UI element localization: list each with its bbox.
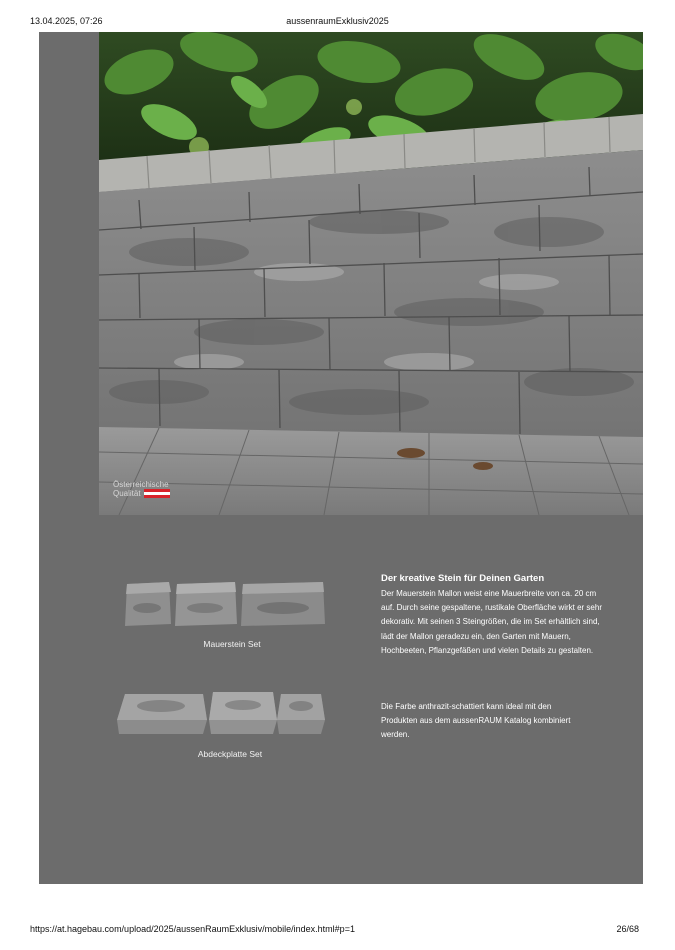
quality-badge-line1: Österreichische: [113, 480, 169, 489]
product-label-mauerstein-set: Mauerstein Set: [203, 639, 261, 649]
product-mauerstein-set: [123, 580, 329, 628]
print-datetime: 13.04.2025, 07:26: [30, 16, 103, 26]
catalog-page: [39, 32, 643, 884]
quality-badge-line2: Qualität: [113, 489, 141, 498]
print-title: aussenraumExklusiv2025: [286, 16, 389, 26]
mauerstein-set-image: [123, 580, 329, 628]
print-url: https://at.hagebau.com/upload/2025/aussenRaumExklusiv/mobile/index.html#p=1: [30, 924, 355, 934]
wall-photo-illustration: [99, 32, 643, 515]
print-page-counter: 26/68: [616, 924, 639, 934]
wall-photo: [99, 32, 643, 515]
quality-badge: [113, 480, 170, 498]
abdeckplatte-set-image: [115, 690, 329, 738]
product-abdeckplatte-set: [115, 690, 329, 738]
product-label-abdeckplatte-set: Abdeckplatte Set: [197, 749, 263, 759]
austria-flag-icon: [144, 489, 170, 498]
description-paragraph: Der Mauerstein Mallon weist eine Mauerbreite von ca. 20 cm auf. Durch seine gespaltene, rustikale Oberfläche wirkt er sehr dekorativ. Mit seinen 3 Steingrößen, die im Set erhältlich sind, lädt der Mallon geradezu ein, den Garten mit Mauern, Hochbeeten, Pflanzgefäßen und vielen Details zu gestalten.: [381, 589, 602, 655]
color-paragraph: Die Farbe anthrazit-schattiert kann ideal mit den Produkten aus dem aussenRAUM Katalog kombiniert werden.: [381, 702, 571, 740]
section-heading: Der kreative Stein für Deinen Garten: [381, 573, 545, 584]
